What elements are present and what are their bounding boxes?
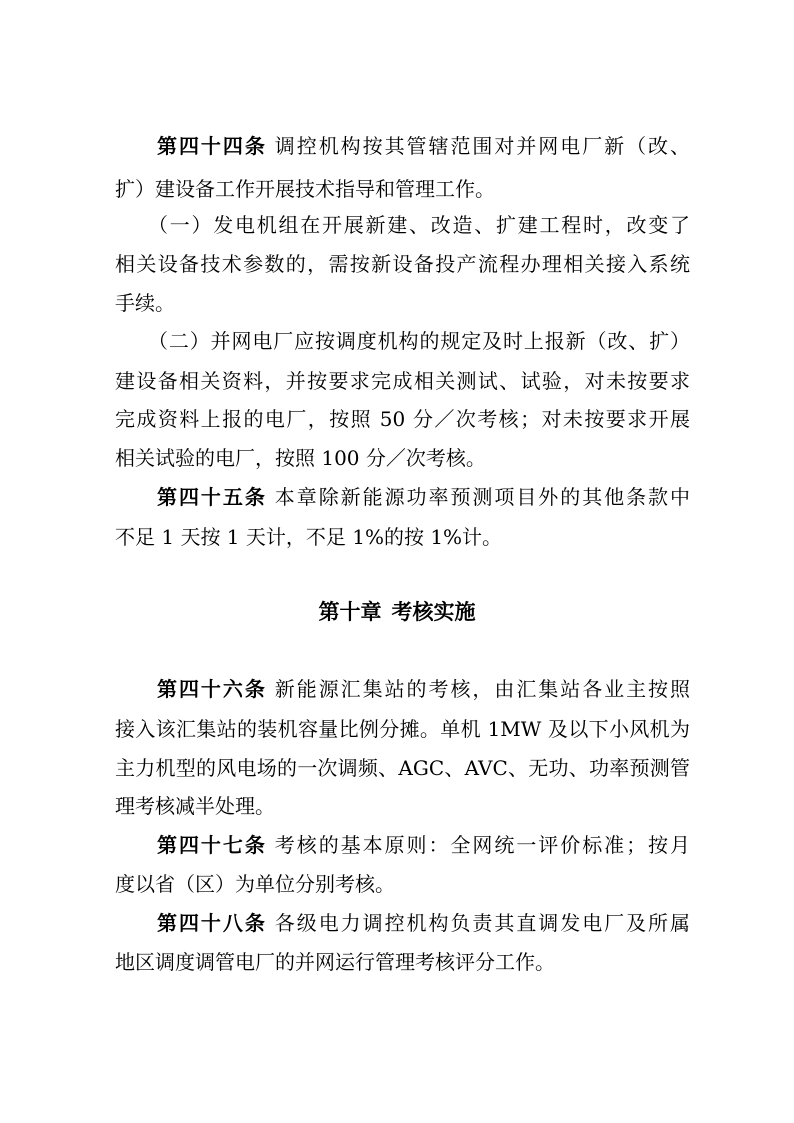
chapter-number: 第十章 xyxy=(318,600,382,624)
article-45-text: 本章除新能源功率预测项目外的其他条款中 xyxy=(274,485,690,509)
article-48-number: 第四十八条 xyxy=(157,911,267,935)
article-47-number: 第四十七条 xyxy=(157,833,267,857)
article-44-item-1-line-1: （一）发电机组在开展新建、改造、扩建工程时，改变了 xyxy=(148,213,690,237)
chapter-title: 考核实施 xyxy=(391,600,476,624)
article-45-line-1 xyxy=(115,484,690,510)
article-45-line-2: 不足 1 天按 1 天计，不足 1%的按 1%计。 xyxy=(115,525,503,549)
article-45-number: 第四十五条 xyxy=(157,485,267,509)
article-47-line-1 xyxy=(115,832,690,858)
article-44-item-2-line-3: 完成资料上报的电厂，按照 50 分／次考核；对未按要求开展 xyxy=(115,407,690,431)
article-48-line-2: 地区调度调管电厂的并网运行管理考核评分工作。 xyxy=(115,950,555,974)
article-44-item-1-line-3: 手续。 xyxy=(115,291,175,315)
article-47-line-2: 度以省（区）为单位分别考核。 xyxy=(115,872,395,896)
article-46-line-2: 接入该汇集站的装机容量比例分摊。单机 1MW 及以下小风机为 xyxy=(115,717,690,741)
article-44-item-1-line-2: 相关设备技术参数的，需按新设备投产流程办理相关接入系统 xyxy=(115,252,690,276)
article-46-line-4: 理考核减半处理。 xyxy=(115,794,275,818)
article-44-item-2-line-1: （二）并网电厂应按调度机构的规定及时上报新（改、扩） xyxy=(148,329,690,353)
article-44-line-2: 扩）建设备工作开展技术指导和管理工作。 xyxy=(115,177,495,201)
article-48-text: 各级电力调控机构负责其直调发电厂及所属 xyxy=(274,911,690,935)
article-46-line-1 xyxy=(115,676,690,702)
article-46-number: 第四十六条 xyxy=(157,677,267,701)
article-48-line-1 xyxy=(115,910,690,936)
article-47-text: 考核的基本原则：全网统一评价标准；按月 xyxy=(274,833,690,857)
article-44-item-2-line-4: 相关试验的电厂，按照 100 分／次考核。 xyxy=(115,446,486,470)
article-46-line-3: 主力机型的风电场的一次调频、AGC、AVC、无功、功率预测管 xyxy=(115,756,690,780)
article-44-line-1 xyxy=(115,133,690,159)
article-44-item-2-line-2: 建设备相关资料，并按要求完成相关测试、试验，对未按要求 xyxy=(115,369,690,393)
chapter-heading xyxy=(0,598,794,626)
article-46-text: 新能源汇集站的考核，由汇集站各业主按照 xyxy=(274,677,690,701)
article-44-number: 第四十四条 xyxy=(157,134,267,158)
article-44-text: 调控机构按其管辖范围对并网电厂新（改、 xyxy=(274,134,690,158)
